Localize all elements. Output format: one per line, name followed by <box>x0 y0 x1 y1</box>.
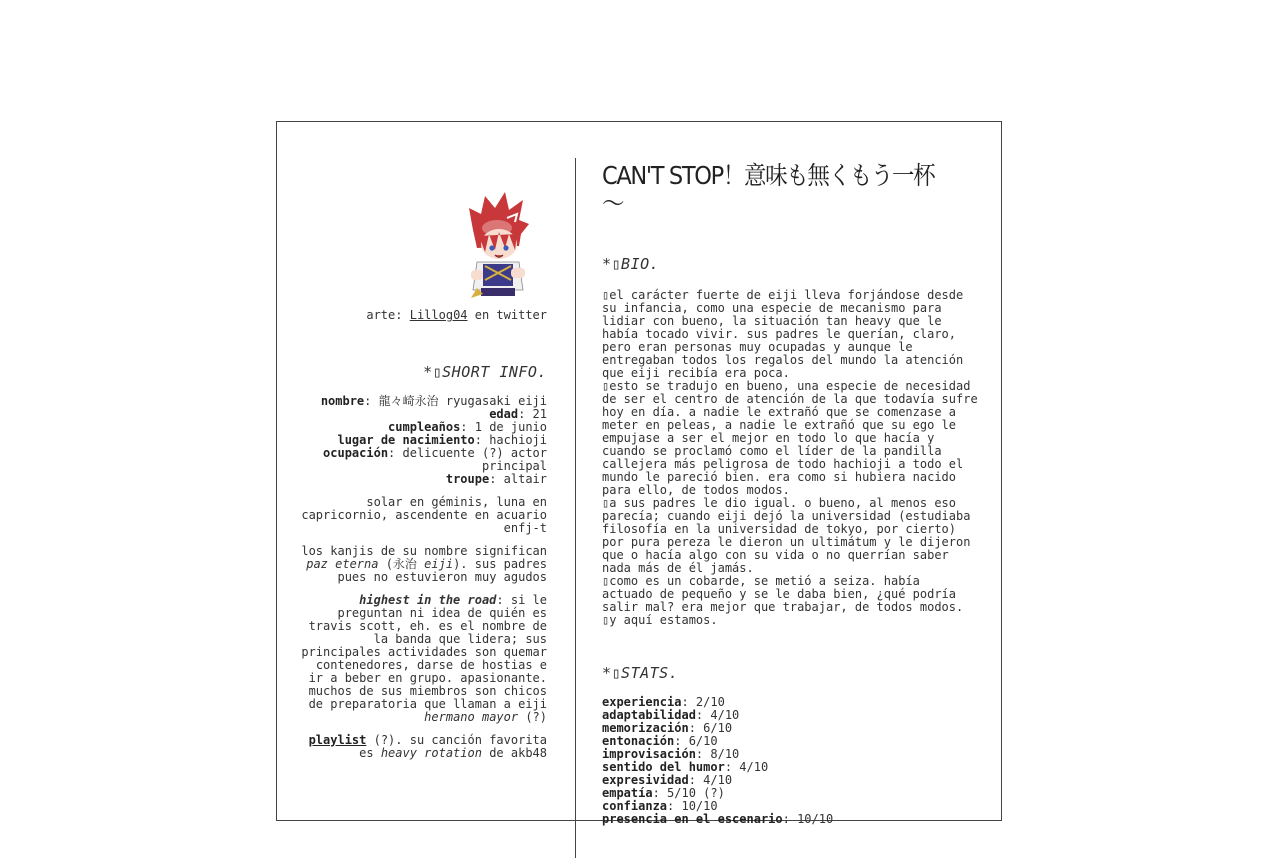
kanji-meaning: paz eterna <box>306 557 379 571</box>
stats-list <box>602 696 982 826</box>
bio-line: ▯esto se tradujo en bueno, una especie de necesidad <box>602 379 971 393</box>
stat-label: sentido del humor <box>602 760 725 774</box>
stat-label: entonación <box>602 734 675 748</box>
bio-line: parecía; cuando eiji dejó la universidad (estudiaba <box>602 509 971 523</box>
stat-value: : 4/10 <box>688 773 733 787</box>
field-troupe <box>297 473 547 486</box>
kanji-text: ). sus padres pues no estuvieron muy agudos <box>337 557 547 584</box>
bio-line: ▯a sus padres le dio igual. o bueno, al menos eso <box>602 496 957 510</box>
field-value: : 21 <box>518 407 547 421</box>
field-label: cumpleaños <box>388 420 461 434</box>
astro-signs: solar en géminis, luna en capricornio, ascendente en acuario <box>301 495 547 522</box>
favorite-song: heavy rotation <box>380 746 482 760</box>
chibi-avatar-image <box>463 190 531 298</box>
bio-text <box>602 289 982 627</box>
left-column <box>297 158 547 770</box>
profile-card <box>276 121 1002 826</box>
band-name: highest in the road <box>359 593 497 607</box>
stat-label: empatía <box>602 786 653 800</box>
stat-row <box>602 813 982 826</box>
bio-line: callejera más peligrosa de todo hachioji a todo el <box>602 457 964 471</box>
bio-heading: *▯BIO. <box>602 255 660 273</box>
bio-line: meter en peleas, a nadie le extrañó que su ego le <box>602 418 957 432</box>
astro-info <box>297 496 547 535</box>
bio-line: lidiar con bueno, la situación tan heavy que le <box>602 314 942 328</box>
short-info-fields <box>297 395 547 486</box>
band-nickname: hermano mayor <box>424 710 519 724</box>
stat-label: presencia en el escenario <box>602 812 783 826</box>
kanji-text: los kanjis de su nombre significan <box>301 544 547 558</box>
stat-value: : 8/10 <box>695 747 740 761</box>
bio-line: había tocado vivir. sus padres le querían, claro, <box>602 327 957 341</box>
playlist-text: (?). su canción favorita es <box>359 733 547 760</box>
bio-line: para ello, de todos modos. <box>602 483 790 497</box>
stat-value: : 2/10 <box>681 695 725 709</box>
credit-suffix: en twitter <box>474 308 547 322</box>
kanji-note <box>297 545 547 584</box>
field-label: edad <box>489 407 519 421</box>
field-label: troupe <box>445 472 490 486</box>
bio-line: pero eran personas muy ocupadas y aunque le <box>602 340 913 354</box>
bio-line: filosofía en la universidad de tokyo, por cierto) <box>602 522 957 536</box>
stat-value: : 4/10 <box>724 760 769 774</box>
kanji-reading: eiji <box>424 557 454 571</box>
bio-line: ▯el carácter fuerte de eiji lleva forjándose desde <box>602 288 964 302</box>
bio-line: empujase a ser el mejor en todo lo que hacía y <box>602 431 935 445</box>
stat-label: adaptabilidad <box>602 708 696 722</box>
bio-line: que o hacía algo con su vida o no querrían saber <box>602 548 949 562</box>
artist-link[interactable]: Lillog04 <box>409 308 468 322</box>
band-text: (?) <box>518 710 547 724</box>
stat-value: : 6/10 <box>688 721 733 735</box>
field-value: : 1 de junio <box>460 420 547 434</box>
bio-line: hoy en día. a nadie le extrañó que se comenzase a <box>602 405 957 419</box>
field-label: ocupación <box>323 446 389 460</box>
bio-line: que eiji recibía era poca. <box>602 366 790 380</box>
bio-line: ▯y aquí estamos. <box>602 613 718 627</box>
short-info-heading: *▯SHORT INFO. <box>423 363 547 381</box>
stat-label: memorización <box>602 721 689 735</box>
bio-line: por pura pereza le dieron un ultimátum y le dijeron <box>602 535 971 549</box>
credit-prefix: arte: <box>366 308 403 322</box>
stat-value: : 4/10 <box>695 708 740 722</box>
band-text: : si le preguntan ni idea de quién es travis scott, eh. es el nombre de la banda que lidera; sus principales actividades son quemar contenedores, darse de hostias e ir a beber en grupo. apasionante. muchos de sus miembros son chicos de preparatoria que llaman a eiji <box>301 593 547 711</box>
field-value: : altair <box>489 472 547 486</box>
stat-value: : 10/10 <box>667 799 718 813</box>
field-value: : delicuente (?) actor principal <box>388 446 547 473</box>
field-label: lugar de nacimiento <box>337 433 475 447</box>
stat-value: : 6/10 <box>674 734 718 748</box>
band-note <box>297 594 547 724</box>
stat-value: : 5/10 (?) <box>652 786 725 800</box>
stat-label: confianza <box>602 799 668 813</box>
stat-value: : 10/10 <box>782 812 834 826</box>
right-column <box>602 158 982 826</box>
bio-line: nada más de él jamás. <box>602 561 754 575</box>
field-label: nombre <box>320 394 365 408</box>
stat-label: experiencia <box>602 695 682 709</box>
bio-line: de ser el centro de atención de la que todavía sufre <box>602 392 978 406</box>
field-value: : hachioji <box>474 433 547 447</box>
stat-label: improvisación <box>602 747 696 761</box>
playlist-note <box>297 734 547 760</box>
bio-line: ▯como es un cobarde, se metió a seiza. había <box>602 574 920 588</box>
art-credit <box>297 309 547 322</box>
bio-line: cuando se proclamó como el líder de la pandilla <box>602 444 942 458</box>
column-divider <box>575 158 576 858</box>
avatar-container <box>297 158 547 270</box>
playlist-link[interactable]: playlist <box>308 733 367 747</box>
bio-line: entregaban todos los regalos del mundo la atención <box>602 353 964 367</box>
field-value: : 龍々崎永治 ryugasaki eiji <box>364 394 547 408</box>
playlist-text: de akb48 <box>481 746 547 760</box>
bio-line: salir mal? era mejor que trabajar, de todos modos. <box>602 600 964 614</box>
bio-line: su infancia, como una especie de mecanismo para <box>602 301 942 315</box>
kanji-text: (永治 <box>378 557 425 571</box>
mbti-type: enfj-t <box>503 521 547 535</box>
bio-line: mundo le pareció bien. era como si hubiera nacido <box>602 470 957 484</box>
bio-line: actuado de pequeño y se le daba bien, ¿qué podría <box>602 587 957 601</box>
stats-heading: *▯STATS. <box>602 664 679 682</box>
field-ocupacion <box>297 447 547 473</box>
stat-label: expresividad <box>602 773 689 787</box>
page-title: CAN'T STOP！意味も無くもう一杯～ <box>602 161 935 218</box>
